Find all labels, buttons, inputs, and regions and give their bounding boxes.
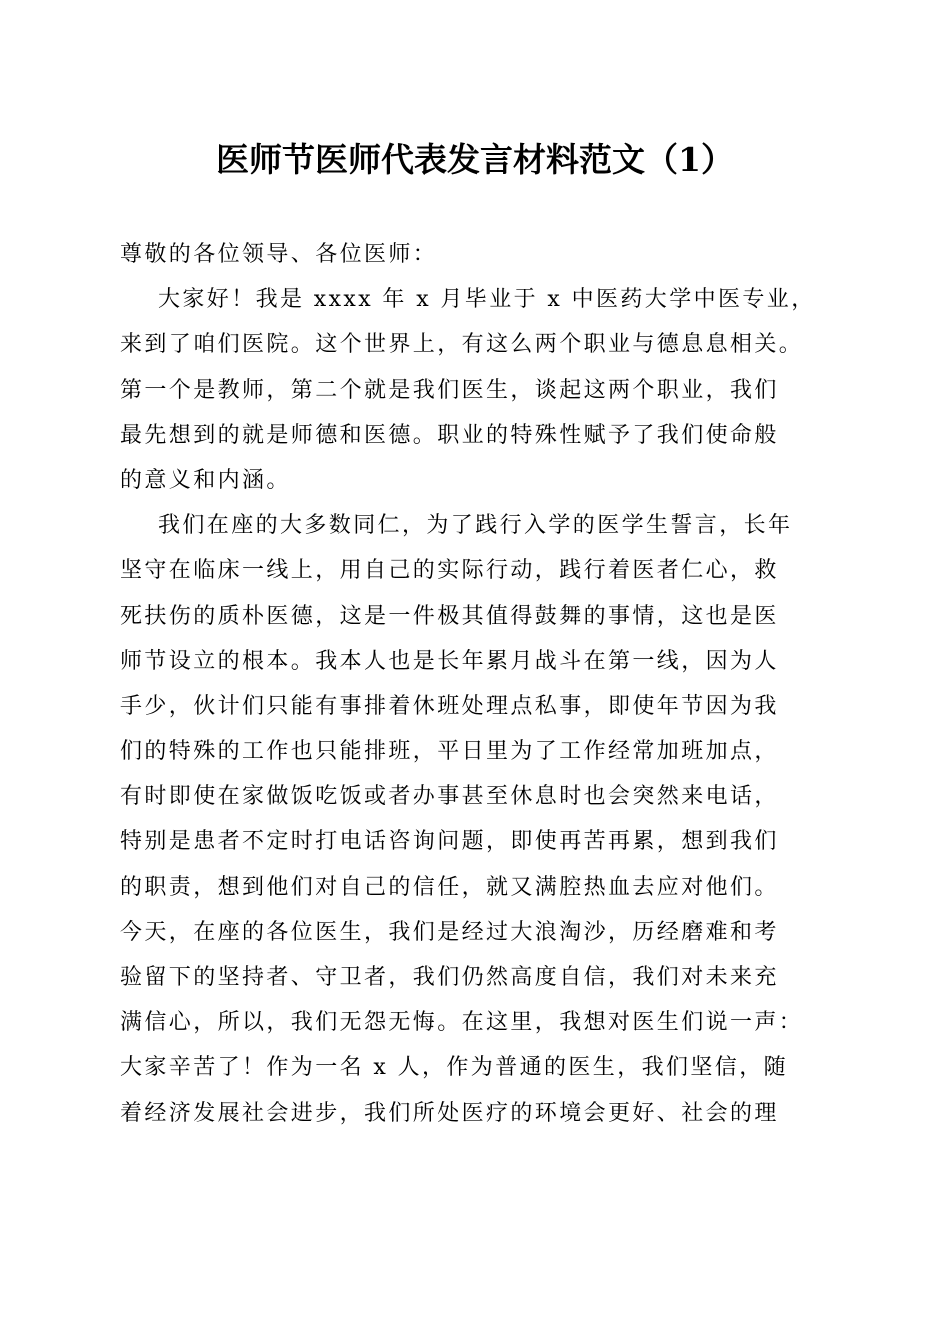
paragraph-line: 手少，伙计们只能有事排着休班处理点私事，即使年节因为我 [120,693,779,719]
document-title: 医师节医师代表发言材料范文（1） [216,140,734,179]
paragraph-line: 师节设立的根本。我本人也是长年累月战斗在第一线，因为人 [120,648,779,674]
paragraph-line: 坚守在临床一线上，用自己的实际行动，践行着医者仁心，救 [120,558,779,584]
paragraph-line: 们的特殊的工作也只能排班，平日里为了工作经常加班加点， [120,739,779,765]
paragraph-line: 最先想到的就是师德和医德。职业的特殊性赋予了我们使命般 [120,422,779,448]
paragraph-line: 有时即使在家做饭吃饭或者办事甚至休息时也会突然来电话， [120,784,779,810]
paragraph-line: 的职责，想到他们对自己的信任，就又满腔热血去应对他们。 [120,874,779,900]
paragraph-line: 验留下的坚持者、守卫者，我们仍然高度自信，我们对未来充 [120,965,779,990]
paragraph-line: 死扶伤的质朴医德，这是一件极其值得鼓舞的事情，这也是医 [120,603,779,629]
paragraph-line: 满信心，所以，我们无怨无悔。在这里，我想对医生们说一声： [120,1010,804,1036]
paragraph-line: 的意义和内涵。 [120,467,291,493]
paragraph-line: 特别是患者不定时打电话咨询问题，即使再苦再累，想到我们 [120,829,779,855]
document-body [120,232,840,1136]
salutation-line: 尊敬的各位领导、各位医师： [120,242,438,267]
paragraph-line: 第一个是教师，第二个就是我们医生，谈起这两个职业，我们 [120,377,779,403]
paragraph-line: 来到了咱们医院。这个世界上，有这么两个职业与德息息相关。 [120,332,804,358]
paragraph-line: 我们在座的大多数同仁，为了践行入学的医学生誓言，长年 [158,513,793,539]
paragraph-line: 今天，在座的各位医生，我们是经过大浪淘沙，历经磨难和考 [120,919,779,945]
paragraph-line: 大家辛苦了！作为一名 x 人，作为普通的医生，我们坚信，随 [120,1055,788,1081]
paragraph-line: 着经济发展社会进步，我们所处医疗的环境会更好、社会的理 [120,1100,779,1126]
paragraph-line: 大家好！我是 xxxx 年 x 月毕业于 x 中医药大学中医专业， [158,287,816,313]
